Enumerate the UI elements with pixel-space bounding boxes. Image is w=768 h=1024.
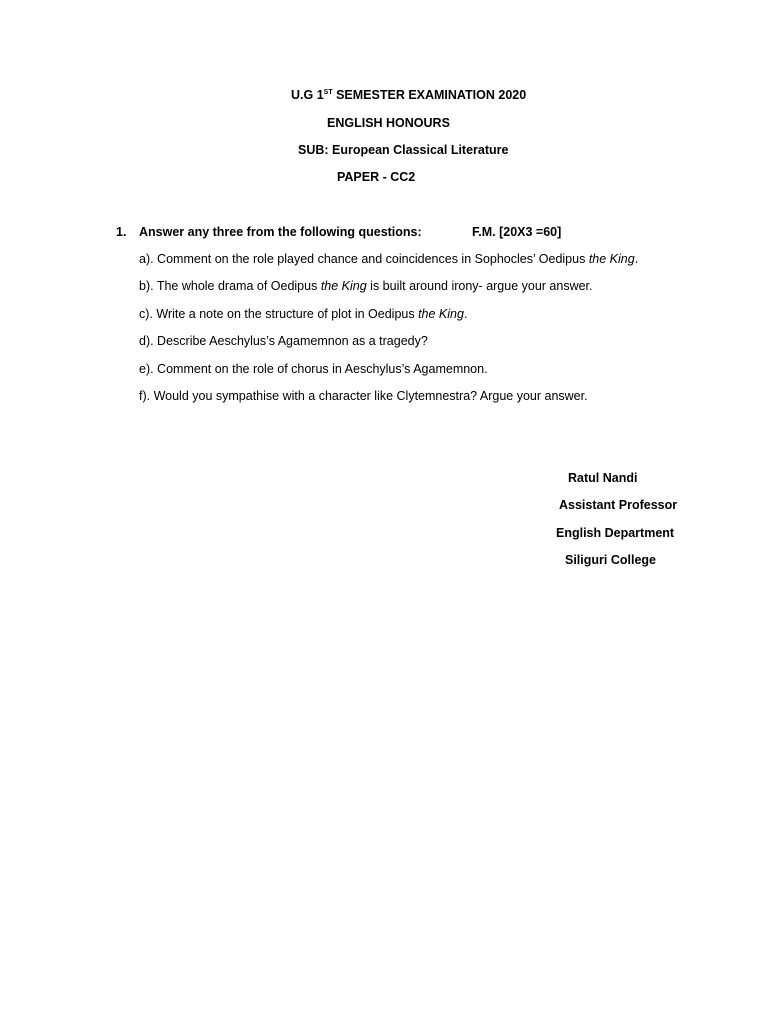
exam-title-prefix: U.G 1 [291,88,324,102]
honours-title: ENGLISH HONOURS [327,116,450,130]
sub-question-a [139,252,638,266]
paper-code: PAPER - CC2 [337,170,416,184]
sub-question-b-italic: the King [320,279,367,293]
exam-title-suffix: SEMESTER EXAMINATION 2020 [332,88,527,102]
subject-title: SUB: European Classical Literature [298,143,509,157]
sub-question-b-text: b). The whole drama of Oedipus [139,279,321,293]
sub-question-c-text: c). Write a note on the structure of plot in Oedipus [139,307,419,321]
question-instruction: Answer any three from the following questions: [139,225,422,239]
signature-department: English Department [556,526,675,540]
sub-question-c-end: . [463,307,468,321]
sub-question-a-end: . [634,252,639,266]
sub-question-c-italic: the King [418,307,464,321]
exam-title-ordinal: ST [323,88,333,96]
signature-designation: Assistant Professor [559,498,678,512]
sub-question-a-text: a). Comment on the role played chance and coincidences in Sophocles’ Oedipus [139,252,589,266]
signature-name: Ratul Nandi [568,471,638,485]
sub-question-b-end: is built around irony- argue your answer. [366,279,593,293]
question-number: 1. [116,225,127,239]
sub-question-d: d). Describe Aeschylus’s Agamemnon as a tragedy? [139,334,428,348]
sub-question-b [139,279,593,293]
sub-question-a-italic: the King [588,252,635,266]
sub-question-c [139,307,467,321]
sub-question-f: f). Would you sympathise with a character like Clytemnestra? Argue your answer. [139,389,588,403]
sub-question-e: e). Comment on the role of chorus in Aeschylus’s Agamemnon. [139,362,488,376]
exam-title [291,88,526,102]
signature-college: Siliguri College [565,553,656,567]
full-marks: F.M. [20X3 =60] [472,225,562,239]
